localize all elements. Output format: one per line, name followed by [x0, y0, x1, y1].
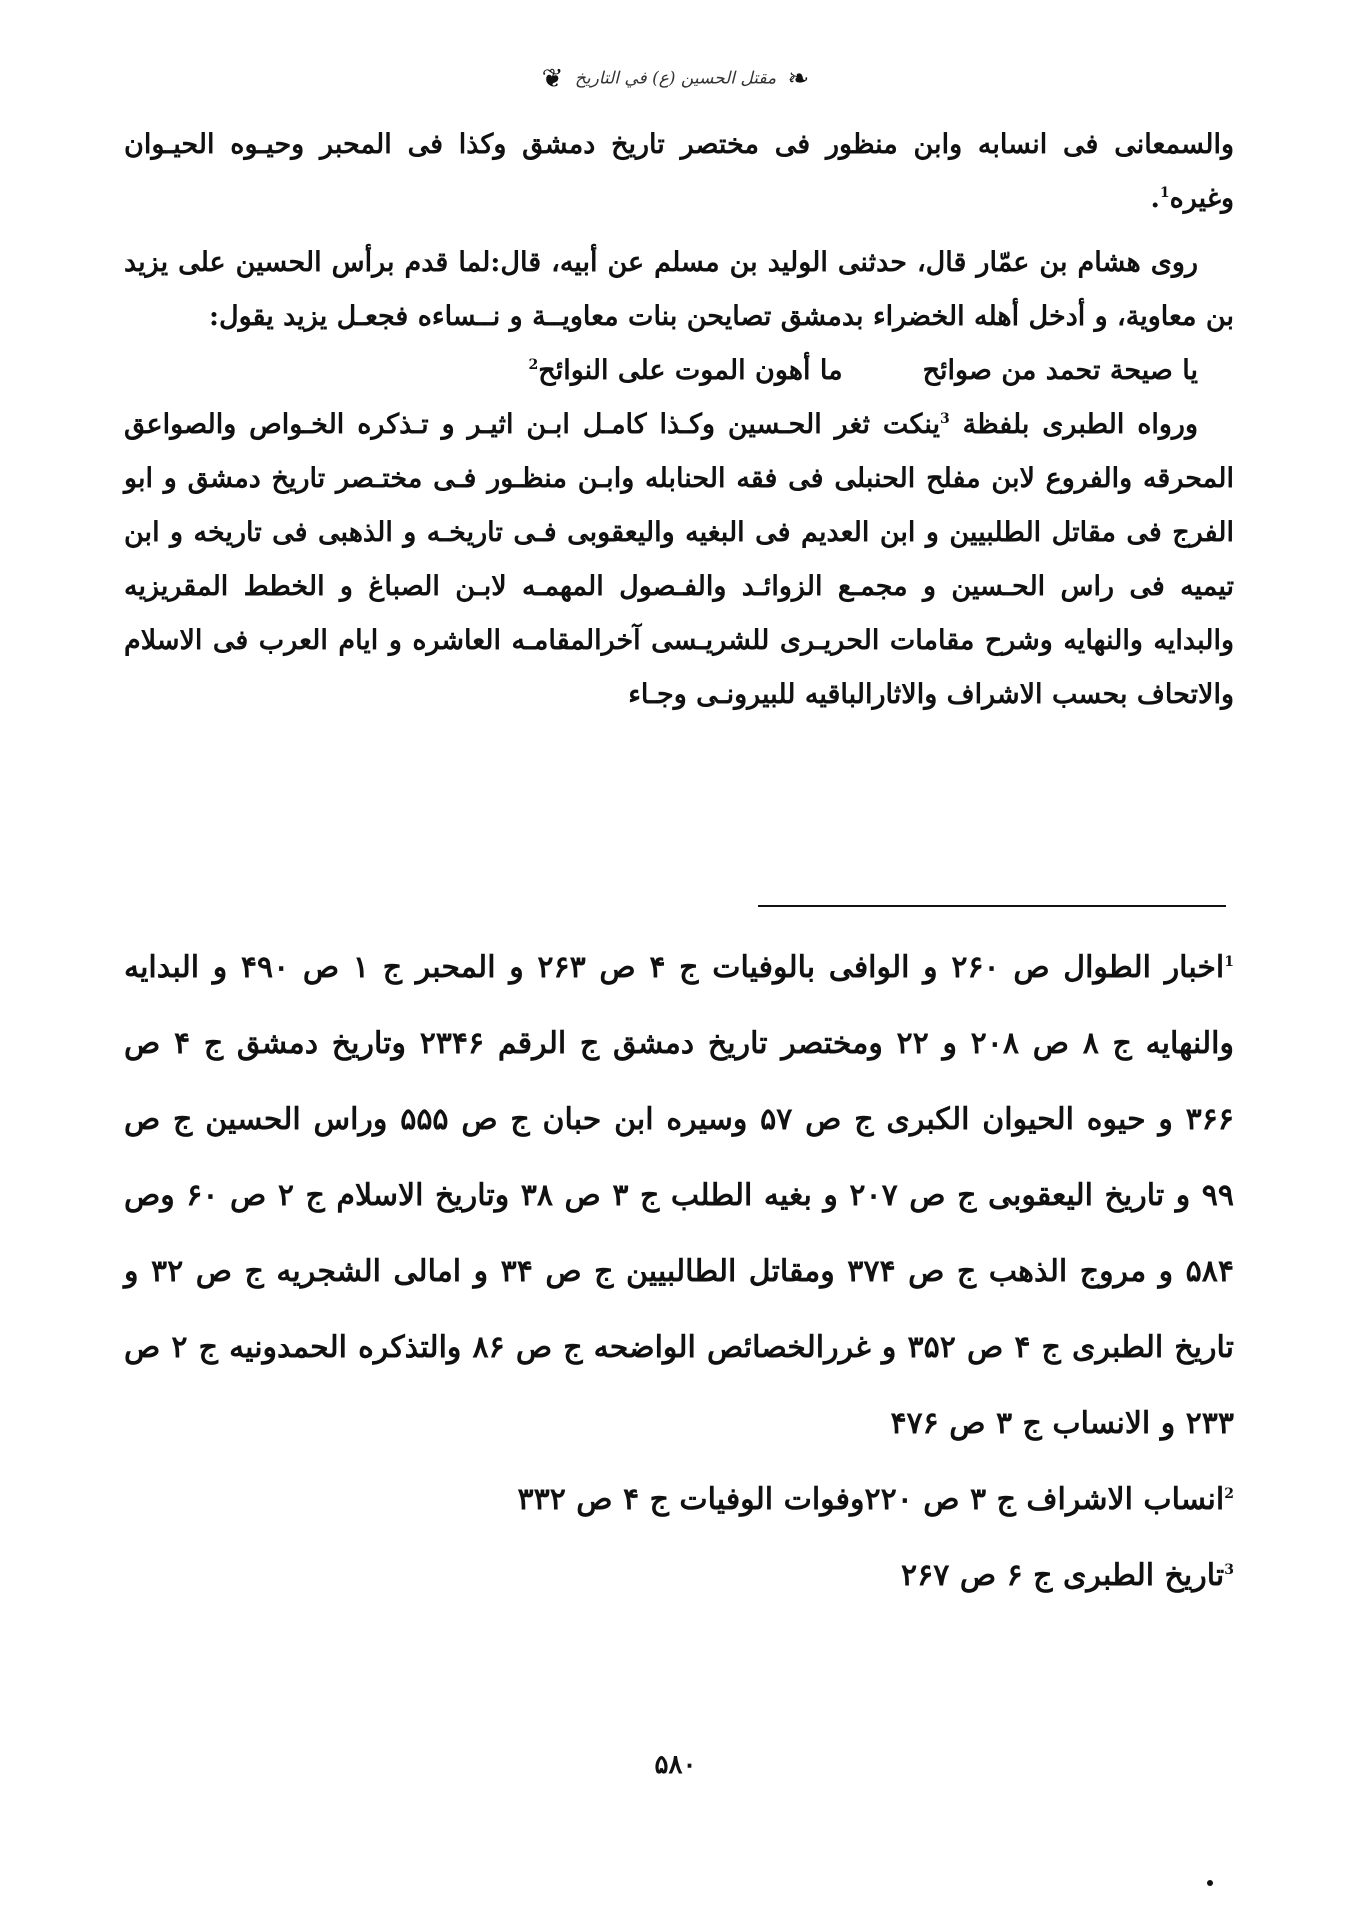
- footnote-1-number: 1: [1224, 954, 1235, 970]
- paragraph-2: روی هشام بن عمّار قال، حدثنی الولید بن مسلم عن أبیه، قال:لما قدم برأس الحسین علی یزید بن معاویة، و أدخل أهله الخضراء بدمشق تصایحن بنات معاویــة و نــساءه فجعـل یزید یقول:: [124, 247, 1234, 332]
- ornament-right-icon: ❧: [787, 64, 810, 94]
- footnote-2: [334, 1462, 1234, 1538]
- footnote-3-number: 3: [1224, 1562, 1234, 1578]
- scan-mark: [1207, 1880, 1213, 1886]
- footnote-3-text: تاریخ الطبری ج ۶ ص ٢۶٧: [901, 1558, 1225, 1593]
- footnote-separator: [758, 905, 1226, 907]
- poetry-verse: [124, 344, 1234, 398]
- footnote-2-number: 2: [1224, 1486, 1234, 1502]
- paragraph-1-line-2: وغیره: [1169, 183, 1234, 214]
- footnote-3: [124, 1538, 1234, 1614]
- ornament-left-icon: ❦: [541, 64, 564, 94]
- verse-second-hemistich: [529, 344, 843, 398]
- footnote-ref-2[interactable]: 2: [528, 357, 539, 373]
- page-number: ۵٨٠: [654, 1750, 697, 1780]
- paragraph-3-rest: ینکت ثغر الحـسین وکـذا کامـل ابـن اثیـر و تـذکره الخـواص والصواعق المحرقه والفروع لابن مفلح الحنبلی فی فقه الحنابله وابـن منظـور فـی مختـصر تاریخ دمشق و ابو الفرج فی مقاتل الطلبیین و ابن العدیم فی البغیه والیعقوبی فـی تاریخـه و الذهبی فی تاریخه و ابن تیمیه فی راس الحـسین و مجمـع الزوائـد والفـصول المهمـه لابـن الصباغ و الخطط المقریزیه والبدایه والنهایه وشرح مقامات الحریـری للشریـسی آخرالمقامـه العاشره و ایام العرب فی الاسلام والاتحاف بحسب الاشراف والاثارالباقیه للبیرونـی وجـاء: [124, 409, 1234, 710]
- footnote-1: [124, 930, 1234, 1462]
- footnote-1-text: اخبار الطوال ص ٢۶٠ و الوافی بالوفیات ج ۴ ص ٢۶٣ و المحبر ج ١ ص ۴٩٠ و البدایه والنهایه ج ٨ ص ٢٠٨ و ٢٢ ومختصر تاریخ دمشق ج الرقم ٢٣۴۶ وتاریخ دمشق ج ۴ ص ٣۶۶ و حیوه الحیوان الکبری ج ص ۵٧ وسیره ابن حبان ج ص ۵۵۵ وراس الحسین ج ص ٩٩ و تاریخ الیعقوبی ج ص ٢٠٧ و بغیه الطلب ج ٣ ص ٣٨ وتاریخ الاسلام ج ٢ ص ۶٠ وص ۵٨۴ و مروج الذهب ج ص ٣٧۴ ومقاتل الطالبیین ج ص ٣۴ و امالی الشجریه ج ص ٣٢ و تاریخ الطبری ج ۴ ص ٣۵٢ و غررالخصائص الواضحه ج ص ٨۶ والتذکره الحمدونیه ج ٢ ص ٢٣٣ و الانساب ج ٣ ص ۴٧۶: [124, 950, 1235, 1441]
- running-title: مقتل الحسين (ع) في التاريخ: [574, 68, 777, 89]
- footnote-2-text: انساب الاشراف ج ٣ ص ٢٢٠وفوات الوفیات ج ۴ ص ٣٣٢: [517, 1482, 1225, 1517]
- main-text: [124, 118, 1234, 722]
- running-header: [0, 64, 1351, 94]
- paragraph-1: والسمعانی فی انسابه وابن منظور فی مختصر تاریخ دمشق وکذا فی المحبر وحیـوه الحیـوان وغیره$^1$.: [124, 129, 1234, 214]
- footnotes: [124, 930, 1234, 1614]
- verse-second-text: ما أهون الموت علی النوائح: [538, 355, 843, 386]
- verse-first-hemistich: یا صیحة تحمد من صوائح: [922, 355, 1198, 386]
- paragraph-3-start: ورواه الطبری بلفظة: [962, 409, 1198, 440]
- paragraph-1-line-1: والسمعانی فی انسابه وابن منظور فی مختصر تاریخ دمشق وکذا فی المحبر وحیـوه الحیـوان: [124, 129, 1234, 160]
- footnote-ref-1[interactable]: 1: [1159, 185, 1170, 201]
- footnote-ref-3[interactable]: 3: [940, 411, 950, 427]
- paragraph-3: [124, 398, 1234, 722]
